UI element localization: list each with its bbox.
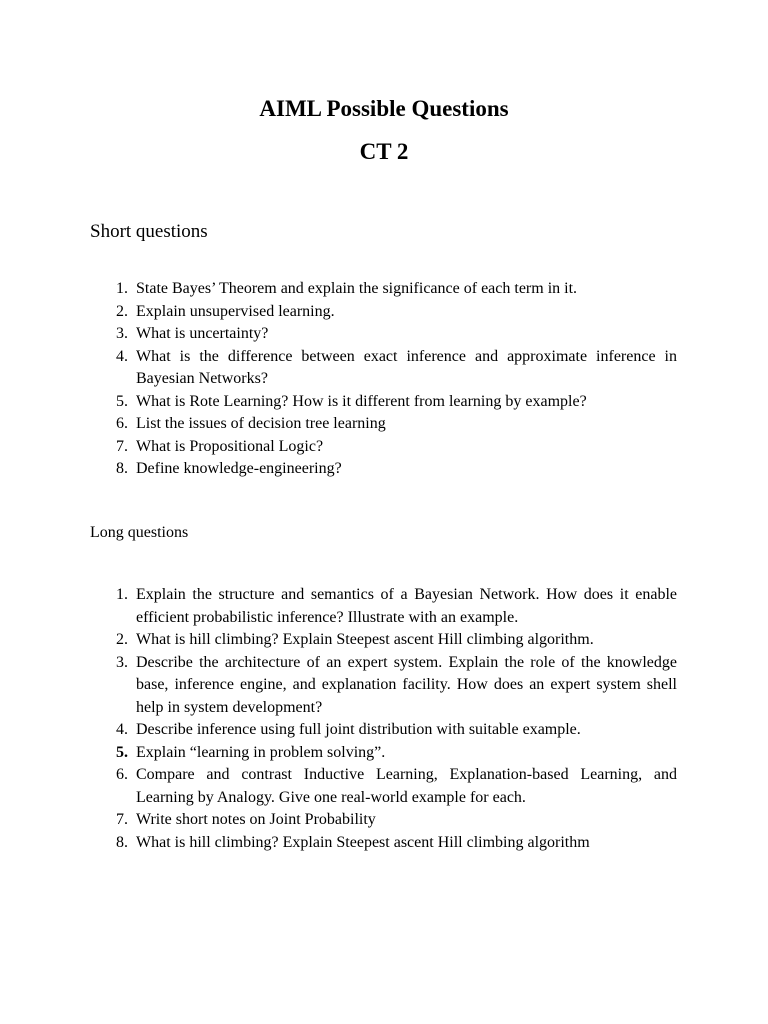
question-text: What is hill climbing? Explain Steepest ascent Hill climbing algorithm [136,833,590,851]
question-text: What is Rote Learning? How is it different from learning by example? [136,392,587,410]
short-question-8 [0,458,768,481]
question-text: What is the difference between exact inference and approximate inference in Bayesian Networks? [136,347,677,387]
question-text: What is uncertainty? [136,325,269,342]
question-text: Define knowledge-engineering? [136,460,342,477]
long-questions-list [0,584,768,854]
question-number: 8. [116,833,128,851]
document-title: AIML Possible Questions [259,96,509,121]
short-question-1 [0,278,768,301]
question-number: 4. [116,347,128,365]
long-question-5 [0,742,768,765]
long-question-8 [0,832,768,855]
long-question-6 [0,764,768,809]
question-text: Describe inference using full joint distribution with suitable example. [136,721,581,738]
question-number: 1. [116,586,128,603]
question-text: Explain “learning in problem solving”. [136,743,386,761]
short-question-5 [0,391,768,414]
question-text: What is Propositional Logic? [136,437,324,455]
question-text: State Bayes’ Theorem and explain the significance of each term in it. [136,280,578,297]
short-question-6 [0,413,768,436]
question-number: 4. [116,721,128,738]
question-text: Describe the architecture of an expert system. Explain the role of the knowledge base, inference engine, and explanation facility. How does an expert system shell help in system development? [136,653,677,716]
question-number: 2. [116,631,128,648]
question-text: Explain unsupervised learning. [136,302,335,320]
short-question-2 [0,301,768,324]
short-questions-heading: Short questions [90,221,208,242]
long-question-2 [0,629,768,652]
question-number: 8. [116,460,128,477]
question-number: 7. [116,437,128,455]
document-subtitle: CT 2 [359,139,409,164]
long-question-4 [0,719,768,742]
question-text: Compare and contrast Inductive Learning, Explanation-based Learning, and Learning by Analogy. Give one real-world example for each. [136,766,677,806]
short-question-3 [0,323,768,346]
question-number: 1. [116,280,128,297]
question-number: 3. [116,325,128,342]
question-number: 6. [116,415,128,432]
question-number: 3. [116,653,128,671]
short-questions-list [0,278,768,481]
question-number: 6. [116,766,128,783]
long-questions-heading: Long questions [90,524,189,541]
question-number: 5. [116,743,128,761]
question-text: List the issues of decision tree learning [136,415,386,432]
question-text: Explain the structure and semantics of a Bayesian Network. How does it enable efficient probabilistic inference? Illustrate with an example. [136,586,677,626]
question-number: 5. [116,392,128,410]
question-number: 2. [116,302,128,320]
long-question-3 [0,652,768,720]
long-question-1 [0,584,768,629]
question-number: 7. [116,811,128,828]
short-question-7 [0,436,768,459]
short-question-4 [0,346,768,391]
question-text: Write short notes on Joint Probability [136,811,376,828]
long-question-7 [0,809,768,832]
question-text: What is hill climbing? Explain Steepest ascent Hill climbing algorithm. [136,631,594,648]
